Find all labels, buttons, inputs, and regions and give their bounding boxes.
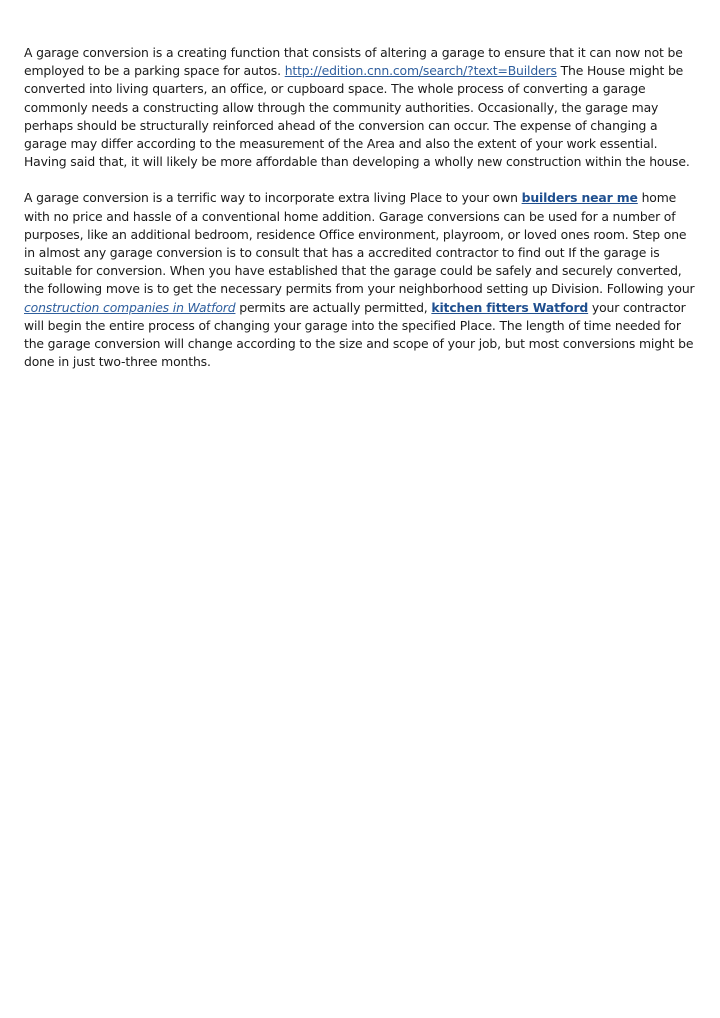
construction-companies-watford-link[interactable]: construction companies in Watford bbox=[24, 299, 236, 315]
builders-near-me-link[interactable]: builders near me bbox=[521, 190, 638, 206]
kitchen-fitters-watford-link[interactable]: kitchen fitters Watford bbox=[431, 299, 589, 315]
paragraph-1-text-1: A garage conversion is a creating function that consists of altering a garage to ensure that it can now not be employed to be a parking space for autos. bbox=[24, 45, 683, 79]
cnn-search-link[interactable]: http://edition.cnn.com/search/?text=Builders bbox=[284, 63, 557, 79]
document-body bbox=[24, 44, 696, 389]
paragraph-2-text-1: A garage conversion is a terrific way to incorporate extra living Place to your own bbox=[24, 190, 522, 206]
paragraph-2 bbox=[24, 189, 696, 371]
paragraph-2-text-4: your contractor will begin the entire process of changing your garage into the specified Place. The length of time needed for the garage conversion will change according to the size and scope of your job, but most conversions might be done in just two-three months. bbox=[24, 299, 694, 370]
paragraph-2-text-3: permits are actually permitted, bbox=[235, 299, 432, 315]
paragraph-1-text-2: The House might be converted into living quarters, an office, or cupboard space. The whole process of converting a garage commonly needs a constructing allow through the community authorities. Occasionally, the garage may perhaps should be structurally reinforced ahead of the conversion can occur. The expense of changing a garage may differ according to the measurement of the Area and also the extent of your work essential. Having said that, it will likely be more affordable than developing a wholly new construction within the house. bbox=[24, 63, 690, 170]
paragraph-2-text-2: home with no price and hassle of a conventional home addition. Garage conversions can be used for a number of purposes, like an additional bedroom, residence Office environment, playroom, or loved ones room. Step one in almost any garage conversion is to consult that has a accredited contractor to find out If the garage is suitable for conversion. When you have established that the garage could be safely and securely converted, the following move is to get the necessary permits from your neighborhood setting up Division. Following your bbox=[24, 190, 695, 297]
paragraph-1 bbox=[24, 44, 696, 171]
